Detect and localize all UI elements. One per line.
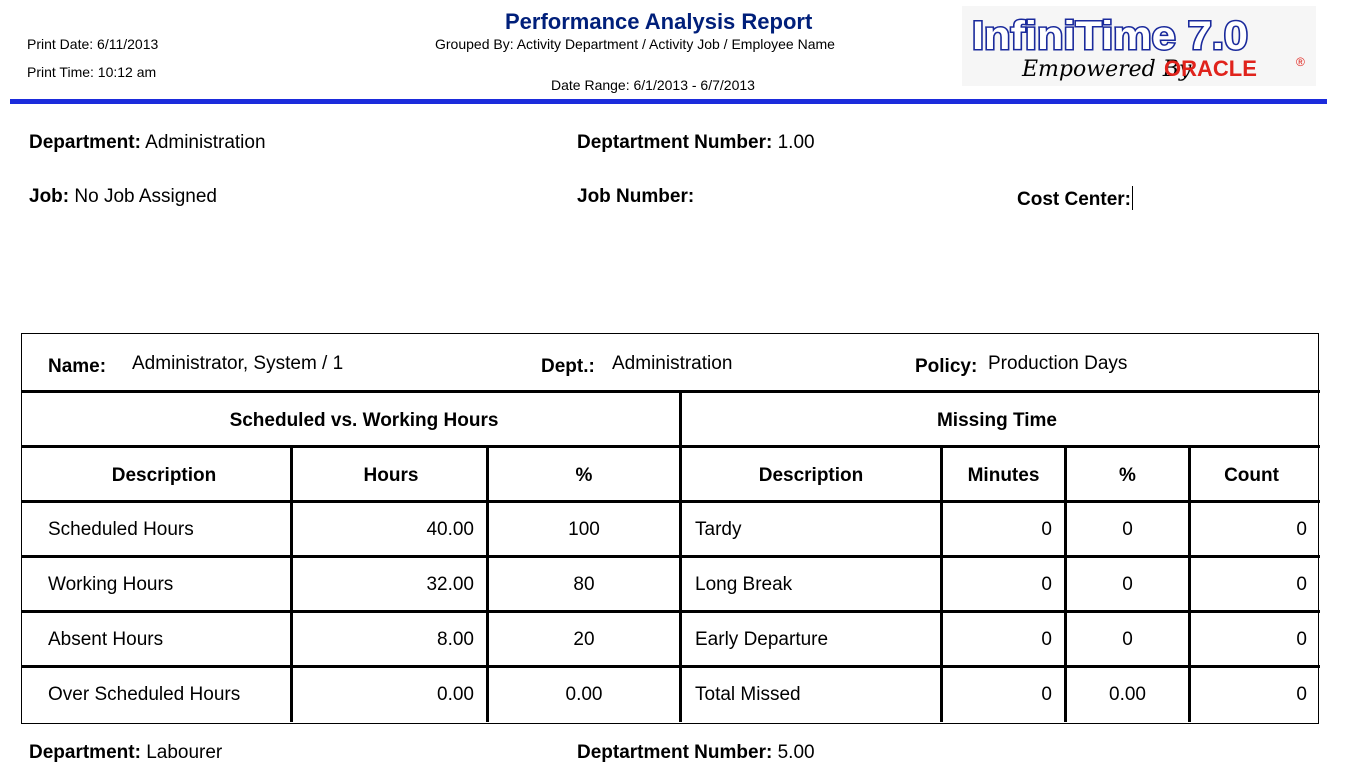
table-cell: 100 — [568, 519, 600, 540]
table-cell: 0 — [1296, 629, 1307, 650]
table-cell: 80 — [573, 574, 595, 595]
dept-number-value: 1.00 — [777, 132, 815, 153]
infinitime-oracle-logo — [962, 6, 1316, 86]
table-cell: 0 — [1122, 629, 1133, 650]
table-cell: 0 — [1296, 684, 1307, 705]
scheduled-table-title: Scheduled vs. Working Hours — [229, 410, 499, 431]
table-cell: 32.00 — [426, 574, 474, 595]
department-field-2 — [29, 742, 222, 764]
col-header-description: Description — [111, 465, 217, 486]
dept-number-label: Deptartment Number: — [577, 132, 773, 153]
department-field — [29, 132, 266, 154]
table-cell: Scheduled Hours — [48, 519, 194, 540]
cost-center-label: Cost Center: — [1017, 189, 1132, 210]
job-number-field — [577, 186, 694, 208]
table-border — [22, 500, 1320, 503]
department-value: Administration — [145, 132, 266, 153]
report-title: Performance Analysis Report — [505, 9, 813, 34]
table-divider — [940, 447, 943, 722]
table-cell: 0 — [1122, 574, 1133, 595]
table-cell: Total Missed — [695, 684, 801, 705]
date-range: Date Range: 6/1/2013 - 6/7/2013 — [551, 77, 755, 93]
table-cell: Early Departure — [695, 629, 829, 650]
header-rule — [10, 99, 1327, 104]
dept-number-field-2 — [577, 742, 815, 764]
employee-name-label: Name: — [48, 356, 107, 377]
table-border — [22, 445, 1320, 448]
table-cell: Long Break — [695, 574, 793, 595]
col-header-percent: % — [575, 465, 593, 486]
table-cell: 0 — [1041, 684, 1052, 705]
logo-registered-mark: ® — [1296, 55, 1305, 69]
grouped-by: Grouped By: Activity Department / Activity Job / Employee Name — [435, 36, 835, 52]
table-divider — [1188, 447, 1191, 722]
department-label: Department: — [29, 132, 141, 153]
table-cell: Tardy — [695, 519, 742, 540]
employee-policy-label: Policy: — [915, 356, 978, 377]
department-value: Labourer — [146, 742, 223, 763]
dept-number-label: Deptartment Number: — [577, 742, 773, 763]
col-header-missing-percent: % — [1119, 465, 1136, 486]
logo-product-text: InfiniTime 7.0 — [972, 14, 1248, 58]
table-cell: 0 — [1296, 574, 1307, 595]
job-label: Job: — [29, 186, 70, 207]
col-header-count: Count — [1224, 465, 1279, 486]
table-border — [22, 555, 1320, 558]
table-cell: 8.00 — [437, 629, 474, 650]
table-cell: 0.00 — [565, 684, 603, 705]
table-cell: 0 — [1122, 519, 1133, 540]
print-date: Print Date: 6/11/2013 — [27, 36, 159, 52]
table-cell: 0 — [1296, 519, 1307, 540]
table-border — [22, 665, 1320, 668]
table-cell: Absent Hours — [48, 629, 164, 650]
col-header-hours: Hours — [363, 465, 419, 486]
job-number-label: Job Number: — [577, 186, 695, 207]
text-cursor — [1132, 186, 1133, 210]
logo-tagline-text: Empowered By — [1022, 57, 1192, 82]
department-label: Department: — [29, 742, 141, 763]
employee-policy-value: Production Days — [988, 353, 1128, 374]
employee-dept-label: Dept.: — [541, 356, 595, 377]
dept-number-field — [577, 132, 815, 154]
table-cell: Over Scheduled Hours — [48, 684, 241, 705]
table-cell: 40.00 — [426, 519, 474, 540]
table-cell: 0 — [1041, 519, 1052, 540]
col-header-missing-description: Description — [758, 465, 864, 486]
table-divider-main — [679, 392, 682, 722]
employee-name-value: Administrator, System / 1 — [132, 353, 344, 374]
cost-center-field — [1017, 186, 1133, 211]
table-cell: 0.00 — [1109, 684, 1146, 705]
logo-brand-text: ORACLE — [1164, 56, 1257, 81]
missing-table-title: Missing Time — [936, 410, 1057, 431]
table-divider — [290, 447, 293, 722]
dept-number-value: 5.00 — [777, 742, 815, 763]
col-header-minutes: Minutes — [967, 465, 1040, 486]
employee-dept-value: Administration — [612, 353, 733, 374]
print-time: Print Time: 10:12 am — [27, 64, 157, 80]
table-cell: 20 — [573, 629, 595, 650]
table-cell: Working Hours — [48, 574, 174, 595]
table-cell: 0 — [1041, 574, 1052, 595]
table-border — [22, 610, 1320, 613]
table-cell: 0 — [1041, 629, 1052, 650]
job-field — [29, 186, 217, 208]
job-value: No Job Assigned — [74, 186, 217, 207]
table-cell: 0.00 — [437, 684, 474, 705]
employee-performance-panel — [21, 333, 1319, 724]
table-border-top — [22, 390, 1320, 393]
